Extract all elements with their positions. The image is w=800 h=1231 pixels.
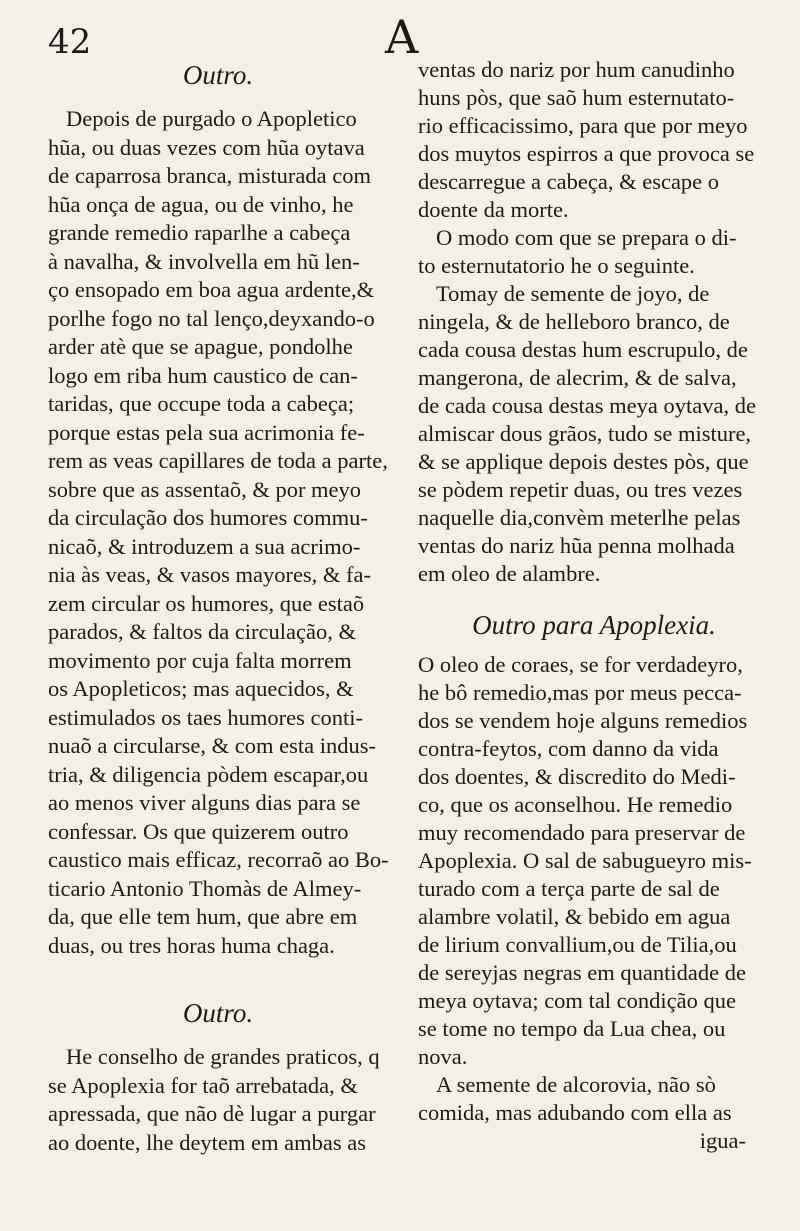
- text-line: de lirium convallium,ou de Tilia,ou: [418, 932, 737, 957]
- text-line: da, que elle tem hum, que abre em: [48, 904, 358, 929]
- text-line: porque estas pela sua acrimonia fe-: [48, 419, 365, 445]
- text-line: Apoplexia. O sal de sabugueyro mis-: [418, 848, 752, 873]
- text-line: cada cousa destas hum escrupulo, de: [418, 337, 748, 362]
- text-line: Depois de purgado o Apopletico: [66, 106, 357, 131]
- spacer: [48, 960, 388, 998]
- text-line: ticario Antonio Thomàs de Almey-: [48, 875, 362, 901]
- text-line: meya oytava; com tal condição que: [418, 988, 736, 1013]
- text-line: dos se vendem hoje alguns remedios: [418, 708, 748, 733]
- text-line: O modo com que se prepara o di-: [436, 225, 737, 250]
- text-line: de sereyjas negras em quantidade de: [418, 960, 746, 985]
- paragraph-continuation: [418, 56, 770, 224]
- text-line: dos doentes, & discredito do Medi-: [418, 764, 736, 789]
- text-line: porlhe fogo no tal lenço,deyxando-o: [48, 305, 375, 331]
- text-line: almiscar dous grãos, tudo se misture,: [418, 421, 752, 446]
- text-line: em oleo de alambre.: [418, 561, 601, 586]
- paragraph-alcorovia: [418, 1071, 770, 1155]
- text-line: de cada cousa destas meya oytava, de: [418, 393, 756, 418]
- right-column: [418, 56, 770, 1155]
- text-line: to esternutatorio he o seguinte.: [418, 253, 695, 278]
- text-line: arder atè que se apague, pondolhe: [48, 334, 353, 359]
- text-line: movimento por cuja falta morrem: [48, 647, 352, 673]
- text-line: he bô remedio,mas por meus pecca-: [418, 680, 742, 705]
- text-line: os Apopleticos; mas aquecidos, &: [48, 676, 354, 701]
- text-line: mangerona, de alecrim, & de salva,: [418, 365, 737, 390]
- text-line: se tome no tempo da Lua chea, ou: [418, 1016, 726, 1041]
- text-line: parados, & faltos da circulação, &: [48, 619, 357, 644]
- running-head: A: [385, 10, 419, 64]
- text-line: ventas do nariz hũa penna molhada: [418, 533, 735, 558]
- text-line: dos muytos espirros a que provoca se: [418, 141, 755, 166]
- text-line: muy recomendado para preservar de: [418, 820, 746, 845]
- text-line: tria, & diligencia pòdem escapar,ou: [48, 761, 369, 787]
- text-line: contra-feytos, com danno da vida: [418, 736, 719, 761]
- text-line: Tomay de semente de joyo, de: [436, 281, 710, 306]
- text-line: ningela, & de helleboro branco, de: [418, 309, 730, 334]
- text-line: ço ensopado em boa agua ardente,&: [48, 277, 375, 302]
- section-heading-apoplexia: Outro para Apoplexia.: [472, 610, 716, 640]
- text-line: se pòdem repetir duas, ou tres vezes: [418, 477, 743, 502]
- catchword: igua-: [699, 1128, 746, 1153]
- text-line: duas, ou tres horas huma chaga.: [48, 932, 335, 958]
- text-line: huns pòs, que saõ hum esternutato-: [418, 85, 735, 110]
- text-line: hũa, ou duas vezes com hũa oytava: [48, 134, 365, 160]
- text-line: ao menos viver alguns dias para se: [48, 790, 361, 815]
- text-line: logo em riba hum caustico de can-: [48, 362, 358, 388]
- paragraph-recipe: [418, 280, 770, 588]
- text-line: ao doente, lhe deytem em ambas as: [48, 1129, 367, 1155]
- text-line: grande remedio raparlhe a cabeça: [48, 220, 351, 245]
- section-heading-outro-2: Outro.: [182, 998, 254, 1028]
- text-line: zem circular os humores, que estaõ: [48, 590, 365, 616]
- paragraph-purge-remedy: [48, 105, 388, 960]
- paragraph-preparation-intro: [418, 224, 770, 280]
- text-line: rio efficacissimo, para que por meyo: [418, 113, 748, 138]
- text-line: apressada, que não dè lugar a purgar: [48, 1101, 376, 1126]
- text-line: co, que os aconselhou. He remedio: [418, 792, 733, 817]
- text-line: & se applique depois destes pòs, que: [418, 449, 749, 474]
- text-line: alambre volatil, & bebido em agua: [418, 904, 731, 929]
- text-line: da circulação dos humores commu-: [48, 505, 368, 530]
- text-line: nia às veas, & vasos mayores, & fa-: [48, 562, 372, 587]
- text-line: nuaõ a circularse, & com esta indus-: [48, 733, 377, 758]
- text-line: ventas do nariz por hum canudinho: [418, 57, 735, 82]
- text-line: nova.: [418, 1044, 468, 1069]
- text-line: hũa onça de agua, ou de vinho, he: [48, 191, 354, 217]
- text-line: nicaõ, & introduzem a sua acrimo-: [48, 533, 361, 559]
- text-line: doente da morte.: [418, 197, 569, 222]
- text-line: rem as veas capillares de toda a parte,: [48, 448, 388, 473]
- left-column: [48, 60, 388, 1157]
- text-line: naquelle dia,convèm meterlhe pelas: [418, 505, 741, 530]
- page-number: 42: [48, 22, 92, 62]
- text-line: turado com a terça parte de sal de: [418, 876, 720, 901]
- text-line: comida, mas adubando com ella as: [418, 1100, 732, 1125]
- text-line: taridas, que occupe toda a cabeça;: [48, 391, 355, 416]
- paragraph-oleo-coraes: [418, 651, 770, 1071]
- text-line: A semente de alcorovia, não sò: [436, 1072, 716, 1097]
- section-heading-outro-1: Outro.: [182, 60, 254, 90]
- text-line: de caparrosa branca, misturada com: [48, 163, 371, 188]
- text-line: estimulados os taes humores conti-: [48, 704, 363, 730]
- text-line: à navalha, & involvella em hũ len-: [48, 248, 360, 274]
- text-line: descarregue a cabeça, & escape o: [418, 169, 720, 194]
- text-line: sobre que as assentaõ, & por meyo: [48, 476, 362, 502]
- text-line: He conselho de grandes praticos, q: [66, 1044, 380, 1069]
- text-line: se Apoplexia for taõ arrebatada, &: [48, 1072, 358, 1098]
- text-line: confessar. Os que quizerem outro: [48, 818, 349, 844]
- text-line: O oleo de coraes, se for verdadeyro,: [418, 652, 743, 677]
- text-line: caustico mais efficaz, recorraõ ao Bo-: [48, 847, 389, 872]
- paragraph-sneezing-remedy: [48, 1043, 388, 1157]
